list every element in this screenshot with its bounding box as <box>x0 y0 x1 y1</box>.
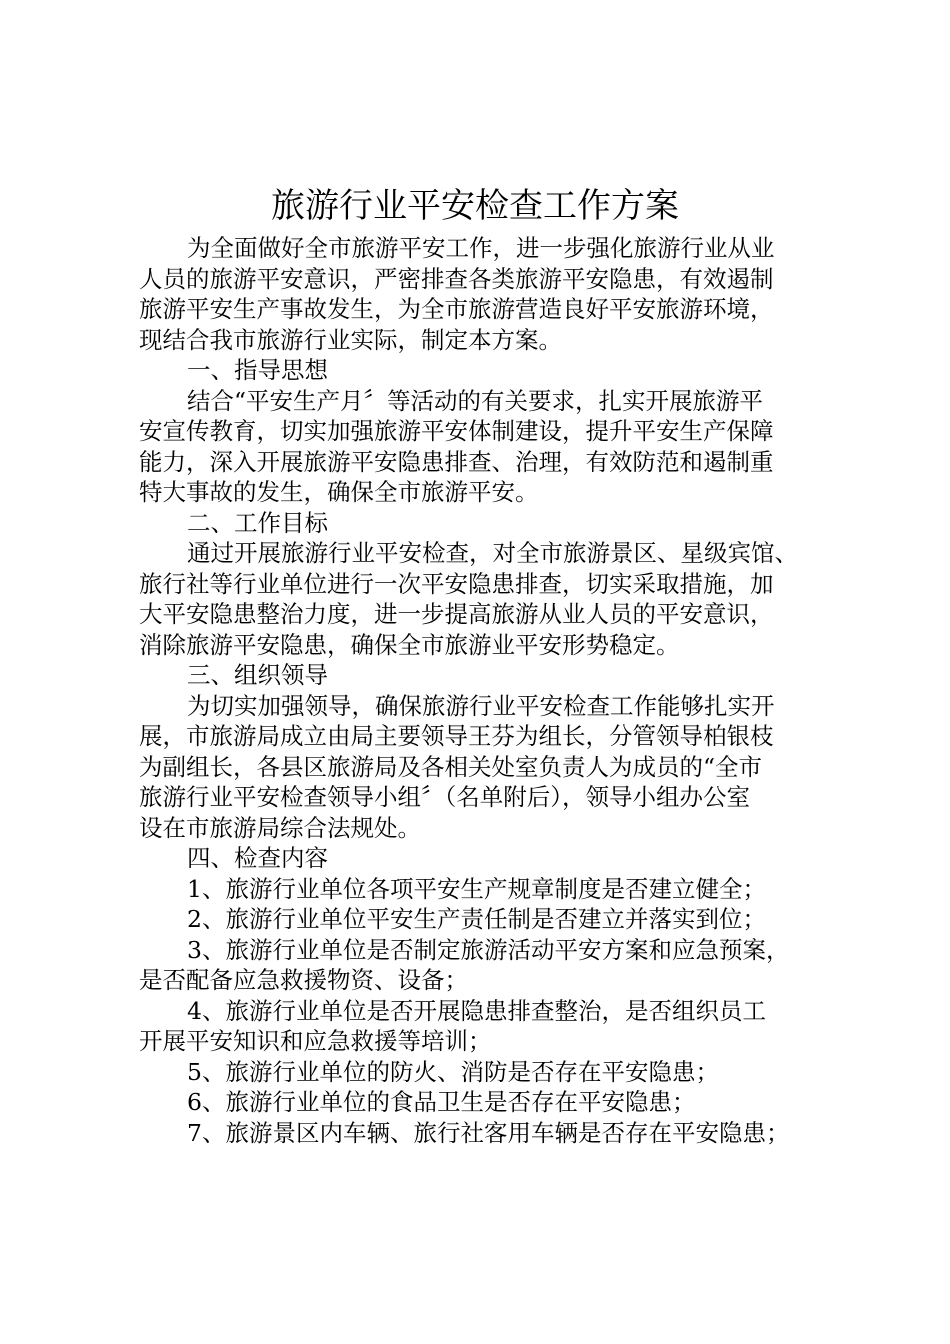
body-line: 为副组长，各县区旅游局及各相关处室负责人为成员的“全市 <box>139 752 763 781</box>
document-body <box>139 233 859 1148</box>
body-line: 通过开展旅游行业平安检查，对全市旅游景区、星级宾馆、 <box>187 539 798 567</box>
body-line: 人员的旅游平安意识，严密排查各类旅游平安隐患，有效遏制 <box>139 264 774 293</box>
body-line: 四、检查内容 <box>187 844 328 872</box>
body-line: 旅行社等行业单位进行一次平安隐患排查，切实采取措施，加 <box>139 569 774 598</box>
body-line: 一、指导思想 <box>187 356 328 384</box>
body-line: 设在市旅游局综合法规处。 <box>139 813 421 842</box>
body-line: 三、组织领导 <box>187 661 328 689</box>
body-line: 为全面做好全市旅游平安工作，进一步强化旅游行业从业 <box>187 234 775 262</box>
body-line: 展，市旅游局成立由局主要领导王芬为组长，分管领导柏银枝 <box>139 722 774 750</box>
body-line: 2、旅游行业单位平安生产责任制是否建立并落实到位； <box>187 905 766 933</box>
body-line: 为切实加强领导，确保旅游行业平安检查工作能够扎实开 <box>187 691 775 720</box>
body-line: 旅游平安生产事故发生，为全市旅游营造良好平安旅游环境， <box>139 295 774 323</box>
body-line: 5、旅游行业单位的防火、消防是否存在平安隐患； <box>187 1057 719 1086</box>
body-line: 特大事故的发生，确保全市旅游平安。 <box>139 478 539 506</box>
document-title: 旅游行业平安检查工作方案 <box>271 186 679 226</box>
body-line: 开展平安知识和应急救援等培训； <box>139 1027 492 1055</box>
body-line: 旅游行业平安检查领导小组〞（名单附后），领导小组办公室 <box>139 783 750 811</box>
body-line: 7、旅游景区内车辆、旅行社客用车辆是否存在平安隐患； <box>187 1118 790 1147</box>
body-line: 6、旅游行业单位的食品卫生是否存在平安隐患； <box>187 1088 696 1116</box>
body-line: 安宣传教育，切实加强旅游平安体制建设，提升平安生产保障 <box>139 417 774 445</box>
body-line: 是否配备应急救援物资、设备； <box>139 966 468 994</box>
body-line: 结合“平安生产月〞等活动的有关要求，扎实开展旅游平 <box>187 386 764 415</box>
body-line: 二、工作目标 <box>187 508 328 537</box>
body-line: 3、旅游行业单位是否制定旅游活动平安方案和应急预案， <box>187 935 790 964</box>
body-line: 4、旅游行业单位是否开展隐患排查整治，是否组织员工 <box>187 996 766 1025</box>
body-line: 消除旅游平安隐患，确保全市旅游业平安形势稳定。 <box>139 630 680 659</box>
body-line: 1、旅游行业单位各项平安生产规章制度是否建立健全； <box>187 874 766 903</box>
body-line: 大平安隐患整治力度，进一步提高旅游从业人员的平安意识， <box>139 600 774 628</box>
body-line: 现结合我市旅游行业实际，制定本方案。 <box>139 325 562 354</box>
body-line: 能力，深入开展旅游平安隐患排查、治理，有效防范和遏制重 <box>139 447 774 476</box>
